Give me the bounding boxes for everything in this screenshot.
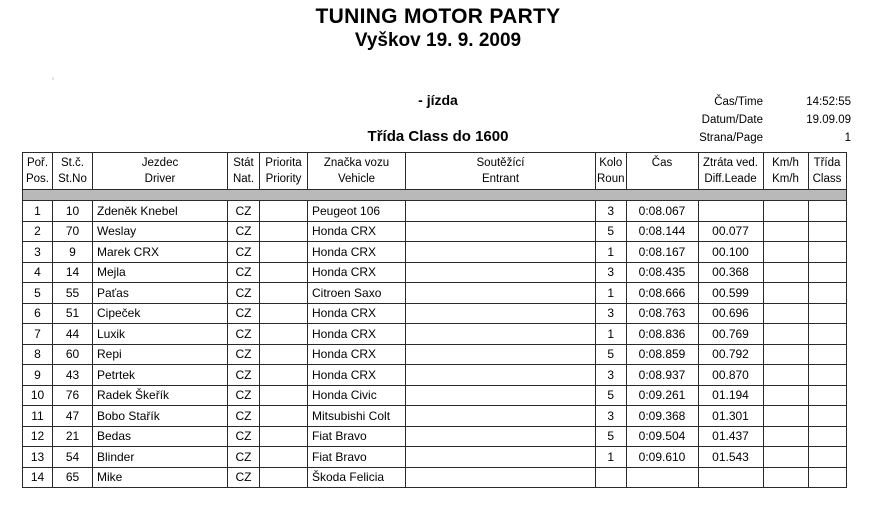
cell-time: 0:09.504 [626, 426, 698, 447]
cell-nat: CZ [228, 221, 260, 242]
cell-time: 0:08.836 [626, 324, 698, 345]
results-table [22, 152, 847, 488]
cell-priority [260, 262, 308, 283]
cell-stno: 9 [53, 242, 93, 263]
cell-kmh [763, 242, 808, 263]
cell-vehicle: Mitsubishi Colt [308, 406, 406, 427]
table-row [23, 447, 847, 468]
page-title: TUNING MOTOR PARTY [315, 5, 561, 28]
run-section-heading: - jízda [418, 92, 458, 108]
cell-round: 5 [596, 221, 627, 242]
cell-round: 3 [596, 406, 627, 427]
cell-vehicle: Honda CRX [308, 242, 406, 263]
cell-nat: CZ [228, 447, 260, 468]
cell-nat: CZ [228, 426, 260, 447]
cell-priority [260, 303, 308, 324]
cell-pos: 11 [23, 406, 53, 427]
cell-diff: 00.368 [698, 262, 763, 283]
table-row [23, 324, 847, 345]
cell-round: 3 [596, 262, 627, 283]
table-row [23, 221, 847, 242]
cell-time: 0:08.144 [626, 221, 698, 242]
cell-entrant [406, 221, 596, 242]
cell-stno: 51 [53, 303, 93, 324]
cell-stno: 10 [53, 201, 93, 222]
meta-value: 19.09.09 [806, 114, 851, 126]
cell-pos: 7 [23, 324, 53, 345]
col-header-driver: Jezdec Driver [93, 153, 228, 190]
cell-pos: 12 [23, 426, 53, 447]
table-row [23, 406, 847, 427]
cell-entrant [406, 344, 596, 365]
table-row [23, 283, 847, 304]
cell-class [808, 324, 846, 345]
cell-pos: 13 [23, 447, 53, 468]
cell-round: 1 [596, 447, 627, 468]
cell-vehicle: Fiat Bravo [308, 426, 406, 447]
table-row [23, 365, 847, 386]
cell-class [808, 303, 846, 324]
cell-diff [698, 201, 763, 222]
cell-time: 0:08.167 [626, 242, 698, 263]
cell-round: 1 [596, 324, 627, 345]
cell-class [808, 262, 846, 283]
cell-driver: Cipeček [93, 303, 228, 324]
cell-stno: 65 [53, 467, 93, 488]
cell-stno: 54 [53, 447, 93, 468]
cell-priority [260, 447, 308, 468]
cell-driver: Zdeněk Knebel [93, 201, 228, 222]
cell-kmh [763, 447, 808, 468]
cell-entrant [406, 426, 596, 447]
cell-driver: Blinder [93, 447, 228, 468]
cell-round: 5 [596, 344, 627, 365]
event-date-subtitle: Vyškov 19. 9. 2009 [354, 30, 522, 51]
cell-entrant [406, 447, 596, 468]
cell-kmh [763, 406, 808, 427]
cell-kmh [763, 221, 808, 242]
cell-kmh [763, 201, 808, 222]
col-header-nat: Stát Nat. [228, 153, 260, 190]
cell-pos: 10 [23, 385, 53, 406]
col-header-diff: Ztráta ved. Diff.Leade [698, 153, 763, 190]
cell-nat: CZ [228, 303, 260, 324]
cell-nat: CZ [228, 262, 260, 283]
cell-class [808, 242, 846, 263]
cell-kmh [763, 467, 808, 488]
cell-vehicle: Honda CRX [308, 365, 406, 386]
cell-nat: CZ [228, 385, 260, 406]
cell-class [808, 365, 846, 386]
separator-band-cell [23, 190, 847, 201]
cell-nat: CZ [228, 467, 260, 488]
cell-stno: 21 [53, 426, 93, 447]
cell-entrant [406, 467, 596, 488]
cell-round: 5 [596, 385, 627, 406]
cell-driver: Paťas [93, 283, 228, 304]
cell-diff: 00.599 [698, 283, 763, 304]
cell-time: 0:09.261 [626, 385, 698, 406]
col-header-pos: Poř. Pos. [23, 153, 53, 190]
table-row [23, 262, 847, 283]
cell-class [808, 221, 846, 242]
cell-vehicle: Honda CRX [308, 324, 406, 345]
cell-entrant [406, 303, 596, 324]
scan-artifact-mark: ' [52, 76, 55, 88]
cell-nat: CZ [228, 242, 260, 263]
cell-driver: Weslay [93, 221, 228, 242]
cell-entrant [406, 242, 596, 263]
cell-priority [260, 365, 308, 386]
cell-class [808, 447, 846, 468]
meta-row [616, 93, 851, 111]
cell-pos: 2 [23, 221, 53, 242]
cell-nat: CZ [228, 344, 260, 365]
report-meta-block [616, 93, 851, 147]
cell-diff: 01.543 [698, 447, 763, 468]
cell-driver: Luxik [93, 324, 228, 345]
cell-class [808, 467, 846, 488]
cell-driver: Mike [93, 467, 228, 488]
cell-round: 5 [596, 426, 627, 447]
col-header-round: Kolo Roun [596, 153, 627, 190]
meta-value: 1 [844, 132, 851, 144]
cell-vehicle: Honda CRX [308, 221, 406, 242]
cell-round: 1 [596, 283, 627, 304]
cell-pos: 6 [23, 303, 53, 324]
cell-kmh [763, 385, 808, 406]
col-header-class: Třída Class [808, 153, 846, 190]
table-row [23, 242, 847, 263]
cell-pos: 9 [23, 365, 53, 386]
cell-pos: 5 [23, 283, 53, 304]
cell-pos: 3 [23, 242, 53, 263]
cell-class [808, 283, 846, 304]
cell-class [808, 426, 846, 447]
cell-round [596, 467, 627, 488]
cell-nat: CZ [228, 406, 260, 427]
cell-driver: Bedas [93, 426, 228, 447]
cell-priority [260, 324, 308, 345]
cell-kmh [763, 283, 808, 304]
meta-label: Strana/Page [699, 132, 763, 144]
cell-entrant [406, 283, 596, 304]
col-header-stno: St.č. St.No [53, 153, 93, 190]
cell-diff: 00.792 [698, 344, 763, 365]
cell-priority [260, 344, 308, 365]
meta-label: Datum/Date [701, 114, 763, 126]
cell-class [808, 344, 846, 365]
cell-round: 3 [596, 303, 627, 324]
cell-entrant [406, 324, 596, 345]
cell-priority [260, 426, 308, 447]
col-header-entrant: Soutěžící Entrant [406, 153, 596, 190]
cell-vehicle: Honda CRX [308, 262, 406, 283]
cell-time: 0:08.067 [626, 201, 698, 222]
cell-class [808, 385, 846, 406]
cell-vehicle: Škoda Felicia [308, 467, 406, 488]
cell-priority [260, 221, 308, 242]
cell-time: 0:08.666 [626, 283, 698, 304]
cell-stno: 44 [53, 324, 93, 345]
cell-entrant [406, 385, 596, 406]
table-row [23, 385, 847, 406]
meta-row [616, 111, 851, 129]
cell-driver: Radek Škeřík [93, 385, 228, 406]
cell-diff: 00.077 [698, 221, 763, 242]
cell-priority [260, 242, 308, 263]
col-header-priority: Priorita Priority [260, 153, 308, 190]
cell-diff: 00.870 [698, 365, 763, 386]
table-row [23, 303, 847, 324]
cell-diff: 00.100 [698, 242, 763, 263]
cell-entrant [406, 365, 596, 386]
cell-kmh [763, 344, 808, 365]
cell-diff: 01.437 [698, 426, 763, 447]
col-header-vehicle: Značka vozu Vehicle [308, 153, 406, 190]
cell-driver: Marek CRX [93, 242, 228, 263]
cell-time: 0:08.859 [626, 344, 698, 365]
cell-priority [260, 406, 308, 427]
cell-priority [260, 467, 308, 488]
cell-time: 0:09.610 [626, 447, 698, 468]
cell-pos: 14 [23, 467, 53, 488]
cell-class [808, 406, 846, 427]
cell-nat: CZ [228, 283, 260, 304]
cell-priority [260, 283, 308, 304]
cell-diff: 01.301 [698, 406, 763, 427]
cell-nat: CZ [228, 365, 260, 386]
cell-time: 0:08.435 [626, 262, 698, 283]
cell-round: 3 [596, 201, 627, 222]
cell-nat: CZ [228, 324, 260, 345]
cell-round: 1 [596, 242, 627, 263]
col-header-time: Čas [626, 153, 698, 190]
meta-row [616, 129, 851, 147]
cell-kmh [763, 324, 808, 345]
table-header-row [23, 153, 847, 190]
table-row [23, 426, 847, 447]
cell-pos: 1 [23, 201, 53, 222]
cell-vehicle: Citroen Saxo [308, 283, 406, 304]
cell-time [626, 467, 698, 488]
meta-label: Čas/Time [714, 96, 763, 108]
cell-pos: 8 [23, 344, 53, 365]
table-row [23, 344, 847, 365]
cell-diff [698, 467, 763, 488]
cell-driver: Repi [93, 344, 228, 365]
cell-time: 0:08.763 [626, 303, 698, 324]
cell-time: 0:09.368 [626, 406, 698, 427]
cell-priority [260, 201, 308, 222]
cell-entrant [406, 201, 596, 222]
cell-diff: 00.696 [698, 303, 763, 324]
cell-vehicle: Peugeot 106 [308, 201, 406, 222]
cell-entrant [406, 406, 596, 427]
cell-class [808, 201, 846, 222]
cell-entrant [406, 262, 596, 283]
cell-driver: Petrtek [93, 365, 228, 386]
cell-driver: Mejla [93, 262, 228, 283]
cell-stno: 43 [53, 365, 93, 386]
col-header-kmh: Km/h Km/h [763, 153, 808, 190]
cell-kmh [763, 365, 808, 386]
cell-kmh [763, 426, 808, 447]
cell-vehicle: Honda Civic [308, 385, 406, 406]
table-row [23, 467, 847, 488]
cell-pos: 4 [23, 262, 53, 283]
cell-stno: 60 [53, 344, 93, 365]
cell-kmh [763, 303, 808, 324]
cell-vehicle: Fiat Bravo [308, 447, 406, 468]
separator-band [23, 190, 847, 201]
cell-stno: 14 [53, 262, 93, 283]
cell-stno: 70 [53, 221, 93, 242]
cell-vehicle: Honda CRX [308, 344, 406, 365]
cell-priority [260, 385, 308, 406]
meta-value: 14:52:55 [806, 96, 851, 108]
cell-kmh [763, 262, 808, 283]
cell-time: 0:08.937 [626, 365, 698, 386]
table-row [23, 201, 847, 222]
cell-stno: 76 [53, 385, 93, 406]
cell-diff: 00.769 [698, 324, 763, 345]
cell-vehicle: Honda CRX [308, 303, 406, 324]
cell-stno: 55 [53, 283, 93, 304]
cell-diff: 01.194 [698, 385, 763, 406]
cell-round: 3 [596, 365, 627, 386]
class-heading: Třída Class do 1600 [367, 128, 509, 145]
cell-nat: CZ [228, 201, 260, 222]
cell-driver: Bobo Stařík [93, 406, 228, 427]
cell-stno: 47 [53, 406, 93, 427]
